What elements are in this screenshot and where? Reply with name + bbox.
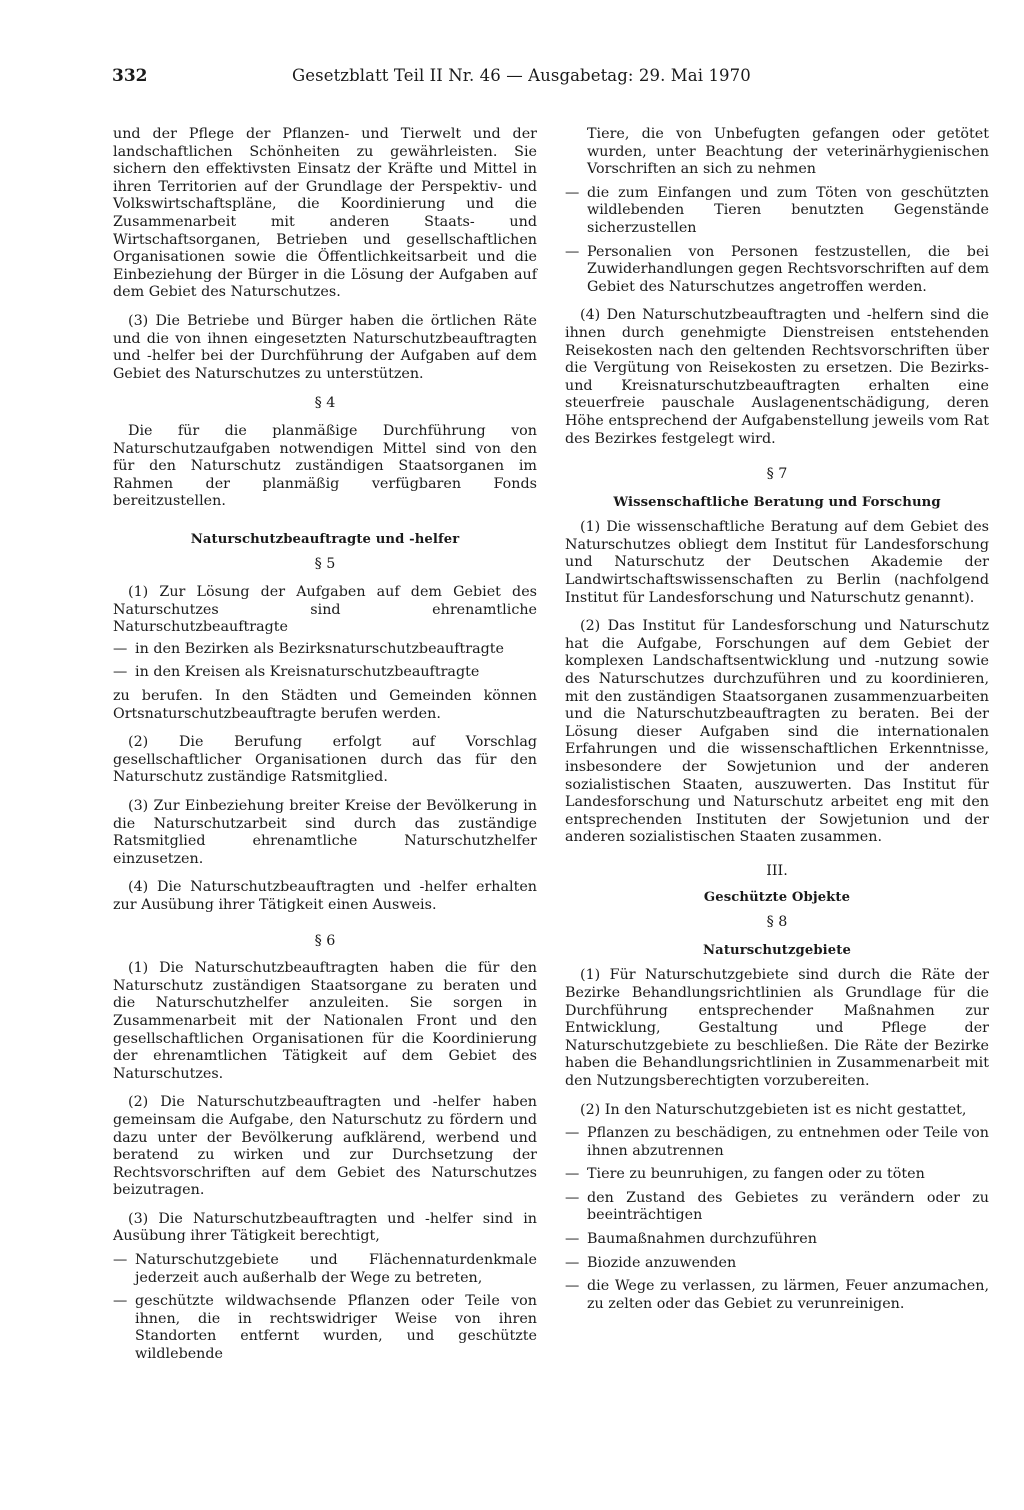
section-heading: Naturschutzgebiete xyxy=(703,942,851,958)
paragraph: (1) Die Naturschutzbeauftragten haben die für den Naturschutz zuständigen Staatsorgane zu beraten und die Naturschutzhelfer anzuleiten. Sie sorgen in Zusammenarbeit mit der Nationalen Front und den gesellschaftlichen Organisationen für die Koordinierung der ehrenamtlichen Tätigkeit auf dem Gebiet des Naturschutzes. xyxy=(113,960,537,1082)
list-item xyxy=(565,1278,989,1313)
list-item-text: die Wege zu verlassen, zu lärmen, Feuer anzumachen, zu zelten oder das Gebiet zu verunreinigen. xyxy=(587,1278,989,1312)
section-heading: Geschützte Objekte xyxy=(703,889,851,905)
paragraph: und der Pflege der Pflanzen- und Tierwelt und der landschaftlichen Schönheiten zu gewährleisten. Sie sichern den effektivsten Einsatz der Kräfte und Mittel in ihren Territorien auf der Grundlage der Perspektiv- und Volkswirtschaftspläne, die Koordinierung und die Zusammenarbeit mit anderen Staats- und Wirtschaftsorganen, Betrieben und gesellschaftlichen Organisationen sowie die Öffentlichkeitsarbeit und die Einbeziehung der Bürger in die Lösung der Aufgaben auf dem Gebiet des Naturschutzes. xyxy=(113,126,537,301)
list-item xyxy=(565,244,989,297)
paragraph: (4) Den Naturschutzbeauftragten und -helfern sind die ihnen durch genehmigte Dienstreisen entstehenden Reisekosten nach den geltenden Rechtsvorschriften über die Vergütung von Reisekosten zu ersetzen. Die Bezirks- und Kreisnaturschutzbeauftragten erhalten eine steuerfreie pauschale Auslagenentschädigung, deren Höhe entsprechend der Aufgabenstellung jeweils vom Rat des Bezirkes festgelegt wird. xyxy=(565,307,989,447)
paragraph: (1) Zur Lösung der Aufgaben auf dem Gebiet des Naturschutzes sind ehrenamtliche Naturschutzbeauftragte xyxy=(113,584,537,636)
list-item-text: den Zustand des Gebietes zu verändern oder zu beeinträchtigen xyxy=(587,1189,989,1224)
right-column xyxy=(565,126,989,1319)
section-heading: Naturschutzbeauftragte und -helfer xyxy=(190,531,460,547)
list-item-text: Baumaßnahmen durchzuführen xyxy=(587,1231,817,1248)
section-sign: § 4 xyxy=(314,395,336,412)
list-item-text: geschützte wildwachsende Pflanzen oder Teile von ihnen, die in rechtswidriger Weise von ihren Standorten entfernt wurden, und geschützte wildlebende xyxy=(135,1293,537,1363)
section-heading: Wissenschaftliche Beratung und Forschung xyxy=(613,494,941,510)
paragraph: (1) Für Naturschutzgebiete sind durch die Räte der Bezirke Behandlungsrichtlinien als Grundlage für die Durchführung entsprechender Maßnahmen zur Entwicklung, Gestaltung und Pflege der Naturschutzgebiete zu beschließen. Die Räte der Bezirke haben die Behandlungsrichtlinien in Zusammenarbeit mit den Nutzungsberechtigten vorzubereiten. xyxy=(565,967,989,1089)
paragraph: (3) Zur Einbeziehung breiter Kreise der Bevölkerung in die Naturschutzarbeit sind durch das zuständige Ratsmitglied ehrenamtliche Naturschutzhelfer einzusetzen. xyxy=(113,798,537,867)
dash-marker: — xyxy=(565,243,580,260)
list-item-text: Biozide anzuwenden xyxy=(587,1254,737,1271)
section-sign: § 5 xyxy=(314,556,336,573)
list-item xyxy=(565,185,989,238)
section-sign: § 6 xyxy=(314,932,336,949)
list-item-text: in den Bezirken als Bezirksnaturschutzbeauftragte xyxy=(135,640,505,657)
list-item-text: Pflanzen zu beschädigen, zu entnehmen oder Teile von ihnen abzutrennen xyxy=(587,1125,989,1159)
paragraph: (2) Die Naturschutzbeauftragten und -helfer haben gemeinsam die Aufgabe, den Naturschutz zu fördern und dazu unter der Bevölkerung aufklärend, werbend und beratend zu wirken und zur Durchsetzung der Rechtsvorschriften auf dem Gebiet des Naturschutzes beizutragen. xyxy=(113,1094,537,1199)
list-item xyxy=(565,1125,989,1160)
dash-marker: — xyxy=(113,1252,128,1269)
paragraph: (2) Das Institut für Landesforschung und Naturschutz hat die Aufgabe, Forschungen auf dem Gebiet der komplexen Landschaftsentwicklung und -nutzung sowie des Naturschutzes durchzuführen und zu koordinieren, mit den zuständigen Staatsorganen zusammenzuarbeiten und die Naturschutzbeauftragten zu beraten. Bei der Lösung dieser Aufgaben sind die internationalen Erfahrungen und die wissenschaftlichen Erkenntnisse, insbesondere der Sowjetunion und der anderen sozialistischen Staaten, auszuwerten. Das Institut für Landesforschung und Naturschutz arbeitet eng mit den entsprechenden Instituten der Sowjetunion und der anderen sozialistischen Staaten zusammen. xyxy=(565,618,989,846)
list-item-continuation xyxy=(565,126,989,179)
paragraph: (4) Die Naturschutzbeauftragten und -helfer erhalten zur Ausübung ihrer Tätigkeit einen Ausweis. xyxy=(113,879,537,913)
paragraph: (2) In den Naturschutzgebieten ist es nicht gestattet, xyxy=(580,1101,967,1118)
dash-marker: — xyxy=(565,1166,580,1183)
dash-marker: — xyxy=(565,184,580,201)
paragraph: (1) Die wissenschaftliche Beratung auf dem Gebiet des Naturschutzes obliegt dem Institut für Landesforschung und Naturschutz der Deutschen Akademie der Landwirtschaftswissenschaften zu Berlin (nachfolgend Institut für Landesforschung und Naturschutz genannt). xyxy=(565,519,989,606)
paragraph: (3) Die Betriebe und Bürger haben die örtlichen Räte und die von ihnen eingesetzten Naturschutzbeauftragten und -helfer bei der Durchführung der Aufgaben auf dem Gebiet des Naturschutzes zu unterstützen. xyxy=(113,312,537,382)
paragraph: Die für die planmäßige Durchführung von Naturschutzaufgaben notwendigen Mittel sind von den für den Naturschutz zuständigen Staatsorganen im Rahmen der planmäßig verfügbaren Fonds bereitzustellen. xyxy=(113,422,537,510)
section-sign: § 7 xyxy=(766,466,788,483)
dash-marker: — xyxy=(113,1293,128,1310)
list-item xyxy=(565,1255,989,1273)
dash-marker: — xyxy=(565,1254,580,1271)
dash-marker: — xyxy=(113,664,128,681)
dash-marker: — xyxy=(113,640,128,657)
paragraph: zu berufen. In den Städten und Gemeinden können Ortsnaturschutzbeauftragte berufen werden. xyxy=(113,688,537,722)
dash-marker: — xyxy=(565,1278,580,1295)
part-number: III. xyxy=(766,862,788,879)
dash-marker: — xyxy=(565,1231,580,1248)
list-item-text: Tiere, die von Unbefugten gefangen oder getötet wurden, unter Beachtung der veterinärhygienischen Vorschriften an sich zu nehmen xyxy=(587,126,989,178)
list-item-text: in den Kreisen als Kreisnaturschutzbeauftragte xyxy=(135,664,480,681)
list-item xyxy=(565,1231,989,1249)
page-header xyxy=(112,66,888,88)
list-item-text: Personalien von Personen festzustellen, die bei Zuwiderhandlungen gegen Rechtsvorschriften auf dem Gebiet des Naturschutzes angetroffen werden. xyxy=(587,243,989,295)
list-item xyxy=(113,1293,537,1363)
list-item xyxy=(113,641,537,659)
list-item-text: Naturschutzgebiete und Flächennaturdenkmale jederzeit auch außerhalb der Wege zu betreten, xyxy=(135,1252,537,1286)
paragraph: (2) Die Berufung erfolgt auf Vorschlag gesellschaftlicher Organisationen durch das für den Naturschutz zuständige Ratsmitglied. xyxy=(113,734,537,786)
left-column xyxy=(113,126,537,1370)
list-item xyxy=(565,1190,989,1225)
dash-marker: — xyxy=(565,1125,580,1142)
paragraph: (3) Die Naturschutzbeauftragten und -helfer sind in Ausübung ihrer Tätigkeit berechtigt, xyxy=(113,1210,537,1245)
list-item xyxy=(565,1166,989,1184)
list-item-text: die zum Einfangen und zum Töten von geschützten wildlebenden Tieren benutzten Gegenstände sicherzustellen xyxy=(587,184,989,236)
list-item xyxy=(113,1252,537,1287)
header-title: Gesetzblatt Teil II Nr. 46 — Ausgabetag: 29. Mai 1970 xyxy=(292,66,751,85)
list-item-text: Tiere zu beunruhigen, zu fangen oder zu töten xyxy=(587,1166,925,1183)
section-sign: § 8 xyxy=(766,914,788,931)
dash-marker: — xyxy=(565,1189,580,1206)
page-number: 332 xyxy=(112,66,148,86)
list-item xyxy=(113,664,537,682)
